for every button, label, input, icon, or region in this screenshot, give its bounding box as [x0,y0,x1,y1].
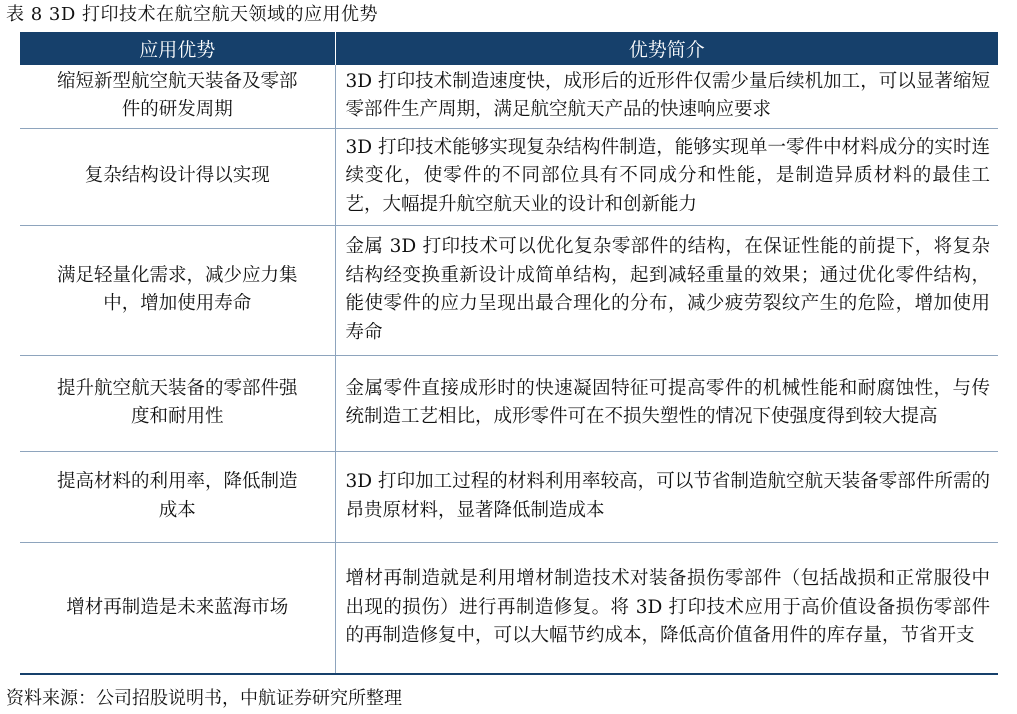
advantage-cell: 缩短新型航空航天装备及零部件的研发周期 [20,65,335,128]
description-cell: 增材再制造就是利用增材制造技术对装备损伤零部件（包括战损和正常服役中出现的损伤）进行再制造修复。将 3D 打印技术应用于高价值设备损伤零部件的再制造修复中，可以大幅节约成本，降低高价值备用件的库存量，节省开支 [335,542,998,674]
advantage-cell: 提高材料的利用率，降低制造成本 [20,451,335,542]
description-cell: 3D 打印加工过程的材料利用率较高，可以节省制造航空航天装备零部件所需的昂贵原材料，显著降低制造成本 [335,451,998,542]
description-cell: 3D 打印技术制造速度快，成形后的近形件仅需少量后续机加工，可以显著缩短零部件生产周期，满足航空航天产品的快速响应要求 [335,65,998,128]
advantage-cell: 增材再制造是未来蓝海市场 [20,542,335,674]
advantage-cell: 满足轻量化需求，减少应力集中，增加使用寿命 [20,225,335,355]
description-cell: 金属 3D 打印技术可以优化复杂零部件的结构，在保证性能的前提下，将复杂结构经变换重新设计成简单结构，起到减轻重量的效果；通过优化零件结构，能使零件的应力呈现出最合理化的分布，减少疲劳裂纹产生的危险，增加使用寿命 [335,225,998,355]
advantage-cell: 提升航空航天装备的零部件强度和耐用性 [20,355,335,451]
source-note: 资料来源：公司招股说明书，中航证券研究所整理 [6,688,402,709]
advantages-table [20,32,998,675]
table-row [20,451,998,542]
table-row [20,65,998,128]
table-row [20,542,998,674]
table-row [20,128,998,225]
header-advantage: 应用优势 [20,32,335,65]
table-row [20,225,998,355]
advantage-cell: 复杂结构设计得以实现 [20,128,335,225]
header-description: 优势简介 [335,32,998,65]
description-cell: 3D 打印技术能够实现复杂结构件制造，能够实现单一零件中材料成分的实时连续变化，使零件的不同部位具有不同成分和性能，是制造异质材料的最佳工艺，大幅提升航空航天业的设计和创新能力 [335,128,998,225]
description-cell: 金属零件直接成形时的快速凝固特征可提高零件的机械性能和耐腐蚀性，与传统制造工艺相比，成形零件可在不损失塑性的情况下使强度得到较大提高 [335,355,998,451]
table-caption: 表 8 3D 打印技术在航空航天领域的应用优势 [6,4,378,25]
table-header-row [20,32,998,65]
table-row [20,355,998,451]
